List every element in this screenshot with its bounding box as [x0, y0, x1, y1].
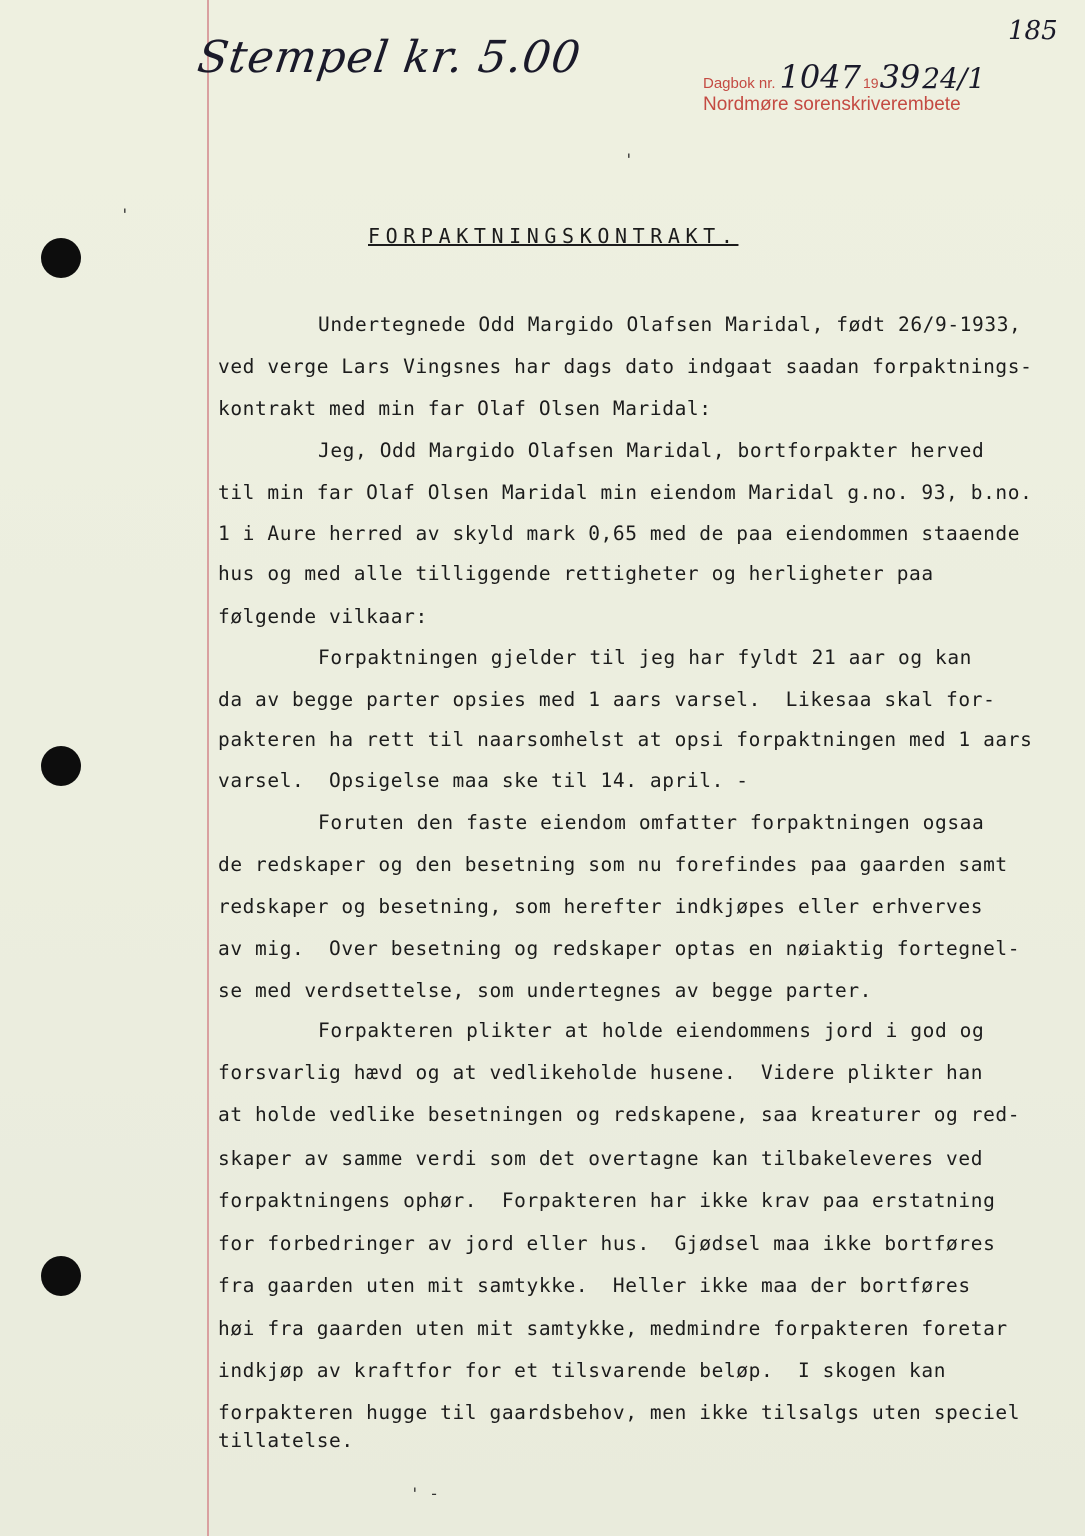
body-line: at holde vedlike besetningen og redskapene, saa kreaturer og red- [218, 1103, 1021, 1126]
body-line: til min far Olaf Olsen Maridal min eiendom Maridal g.no. 93, b.no. [218, 481, 1033, 504]
journal-office: Nordmøre sorenskriverembete [703, 94, 961, 115]
body-line: tillatelse. [218, 1429, 354, 1452]
stamp-fee-note: Stempel kr. 5.00 [194, 32, 585, 83]
journal-stamp [703, 58, 986, 116]
body-line: forpaktningens ophør. Forpakteren har ikke krav paa erstatning [218, 1189, 996, 1212]
body-line: fra gaarden uten mit samtykke. Heller ikke maa der bortføres [218, 1274, 971, 1297]
body-line: pakteren ha rett til naarsomhelst at opsi forpaktningen med 1 aars [218, 728, 1033, 751]
journal-number: 1047 [779, 58, 861, 96]
body-line: høi fra gaarden uten mit samtykke, medmindre forpakteren foretar [218, 1317, 1008, 1340]
punch-hole [41, 1256, 81, 1296]
body-line: skaper av samme verdi som det overtagne kan tilbakeleveres ved [218, 1147, 984, 1170]
body-line: ved verge Lars Vingsnes har dags dato indgaat saadan forpaktnings- [218, 355, 1033, 378]
body-line: forsvarlig hævd og at vedlikeholde husene. Videre plikter han [218, 1061, 984, 1084]
body-line: varsel. Opsigelse maa ske til 14. april. - [218, 769, 749, 792]
document-title: FORPAKTNINGSKONTRAKT. [368, 224, 739, 248]
journal-year-prefix: 19 [862, 75, 879, 91]
body-line: av mig. Over besetning og redskaper optas en nøiaktig fortegnel- [218, 937, 1021, 960]
margin-rule [207, 0, 209, 1536]
body-line: Jeg, Odd Margido Olafsen Maridal, bortforpakter herved [318, 439, 985, 462]
body-line: 1 i Aure herred av skyld mark 0,65 med de paa eiendommen staaende [218, 522, 1021, 545]
ink-mark: ' - [410, 1484, 439, 1503]
body-line: forpakteren hugge til gaardsbehov, men ikke tilsalgs uten speciel [218, 1401, 1021, 1424]
body-line: følgende vilkaar: [218, 605, 428, 628]
body-line: for forbedringer av jord eller hus. Gjødsel maa ikke bortføres [218, 1232, 996, 1255]
body-line: hus og med alle tilliggende rettigheter og herligheter paa [218, 562, 934, 585]
body-line: de redskaper og den besetning som nu forefindes paa gaarden samt [218, 853, 1008, 876]
page-number: 185 [1008, 16, 1058, 46]
punch-hole [41, 746, 81, 786]
body-line: kontrakt med min far Olaf Olsen Maridal: [218, 397, 712, 420]
body-line: Undertegnede Odd Margido Olafsen Maridal, født 26/9-1933, [318, 313, 1022, 336]
body-line: se med verdsettelse, som undertegnes av begge parter. [218, 979, 873, 1002]
body-line: Forpaktningen gjelder til jeg har fyldt 21 aar og kan [318, 646, 973, 669]
punch-hole [41, 238, 81, 278]
ink-mark: ' [120, 205, 130, 224]
journal-prefix: Dagbok nr. [703, 75, 776, 92]
body-line: da av begge parter opsies med 1 aars varsel. Likesaa skal for- [218, 688, 996, 711]
journal-year: 39 [879, 58, 921, 96]
body-line: Forpakteren plikter at holde eiendommens jord i god og [318, 1019, 985, 1042]
journal-date: 24/1 [922, 62, 986, 95]
body-line: redskaper og besetning, som herefter indkjøpes eller erhverves [218, 895, 984, 918]
body-line: indkjøp av kraftfor for et tilsvarende beløp. I skogen kan [218, 1359, 947, 1382]
ink-mark: ' [624, 150, 634, 169]
body-line: Foruten den faste eiendom omfatter forpaktningen ogsaa [318, 811, 985, 834]
